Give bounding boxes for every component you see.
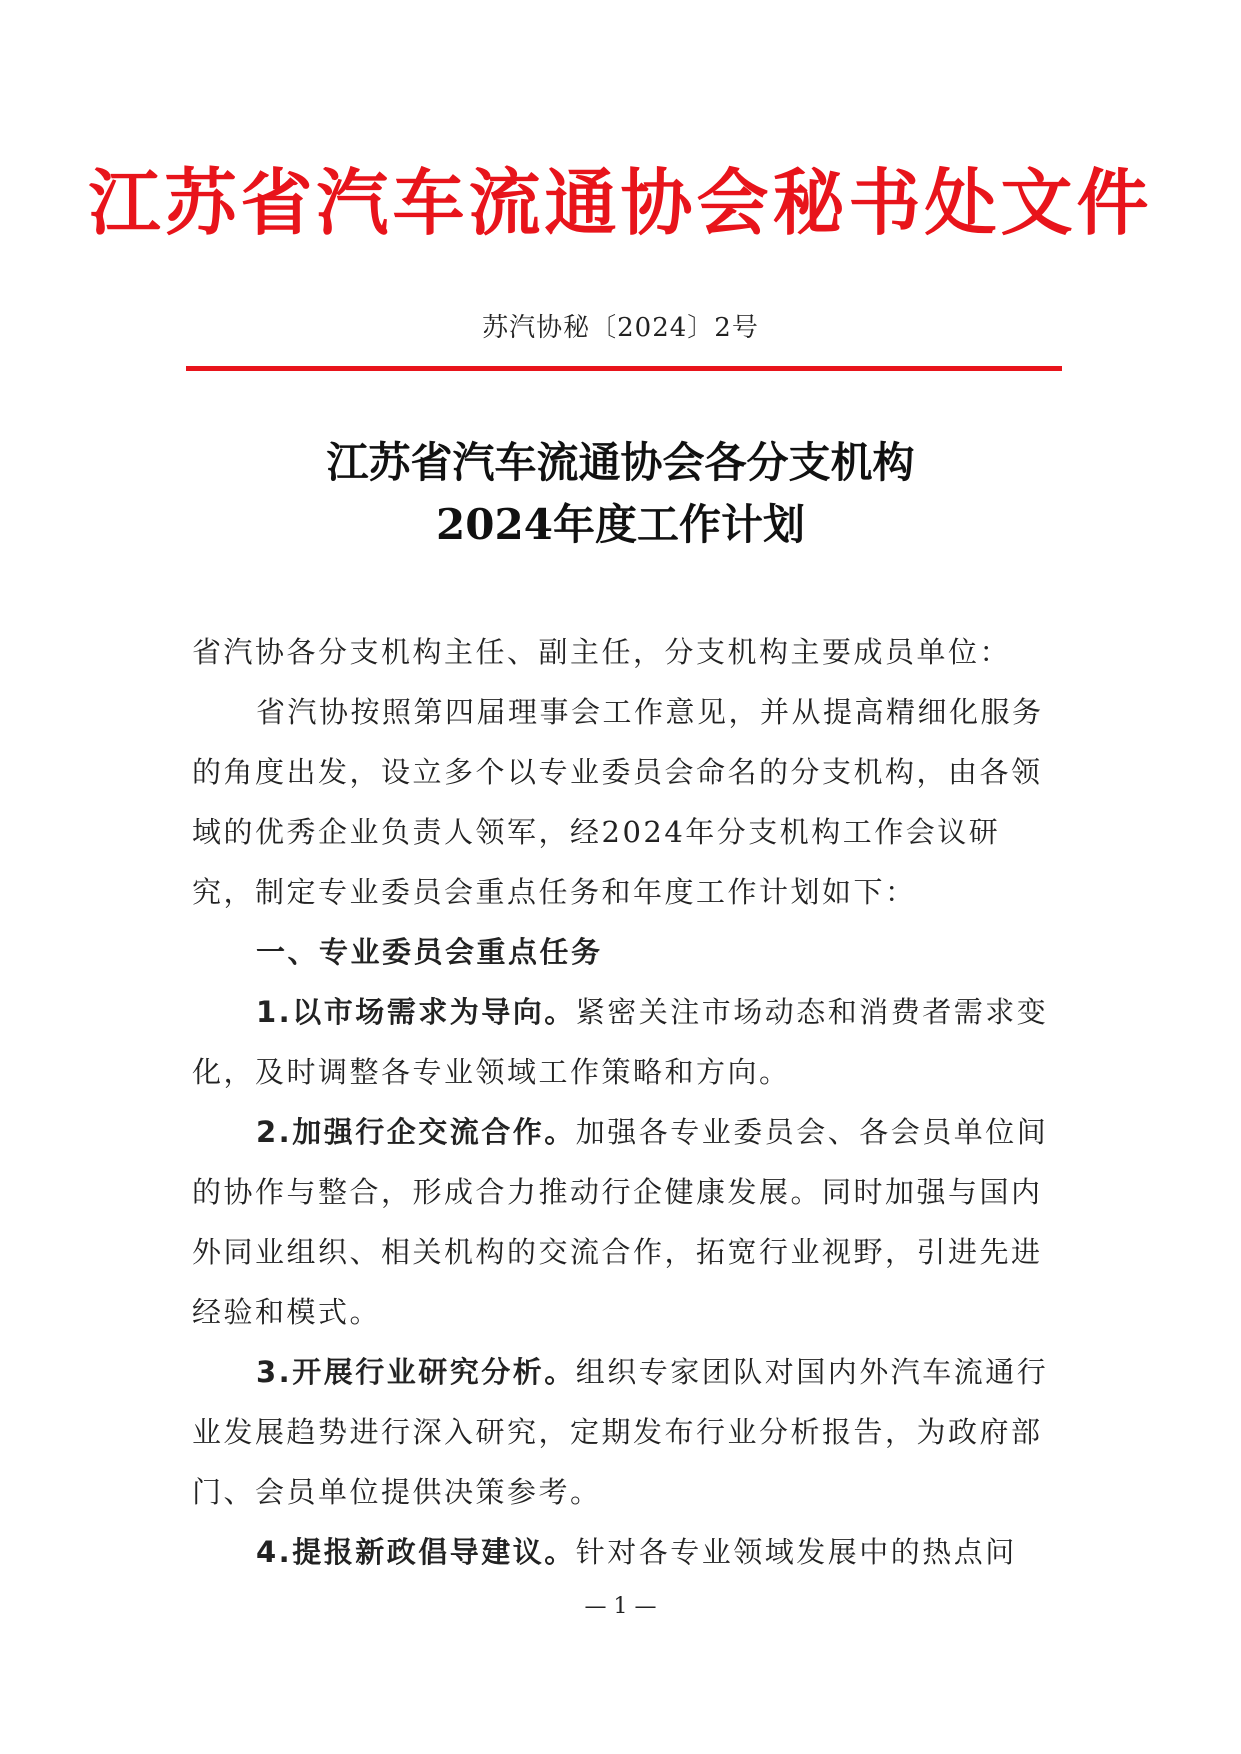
task-item-lead: 4.提报新政倡导建议。 [256, 1535, 576, 1569]
intro-paragraph: 省汽协按照第四届理事会工作意见，并从提高精细化服务的角度出发，设立多个以专业委员会命名的分支机构，由各领域的优秀企业负责人领军，经2024年分支机构工作会议研究，制定专业委员会重点任务和年度工作计划如下： [192, 695, 1044, 909]
issuer-header: 江苏省汽车流通协会秘书处文件 [88, 160, 1153, 245]
document-title [0, 432, 1241, 556]
title-line-1: 江苏省汽车流通协会各分支机构 [326, 438, 915, 487]
task-item-4 [192, 1522, 1052, 1582]
salutation: 省汽协各分支机构主任、副主任，分支机构主要成员单位： [192, 635, 1012, 669]
task-item-lead: 3.开展行业研究分析。 [256, 1355, 576, 1389]
red-divider-line [186, 366, 1062, 371]
task-item-text: 组织专家团队对国内外汽车流通行业发展趋势进行深入研究，定期发布行业分析报告，为政府部门、会员单位提供决策参考。 [192, 1355, 1049, 1509]
task-item-lead: 2.加强行企交流合作。 [256, 1115, 576, 1149]
task-item-3 [192, 1342, 1052, 1522]
document-number: 苏汽协秘〔2024〕2号 [482, 313, 759, 343]
task-item-1 [192, 982, 1052, 1102]
section-heading: 一、专业委员会重点任务 [256, 935, 603, 969]
title-line-2: 2024年度工作计划 [436, 500, 805, 549]
task-item-2 [192, 1102, 1052, 1342]
task-item-text: 针对各专业领域发展中的热点问 [575, 1535, 1017, 1569]
task-item-text: 加强各专业委员会、各会员单位间的协作与整合，形成合力推动行企健康发展。同时加强与国内外同业组织、相关机构的交流合作，拓宽行业视野，引进先进经验和模式。 [192, 1115, 1049, 1329]
task-item-text: 紧密关注市场动态和消费者需求变化，及时调整各专业领域工作策略和方向。 [192, 995, 1049, 1089]
page-number: — 1 — [584, 1594, 657, 1619]
task-item-lead: 1.以市场需求为导向。 [256, 995, 576, 1029]
document-body [192, 622, 1052, 1582]
